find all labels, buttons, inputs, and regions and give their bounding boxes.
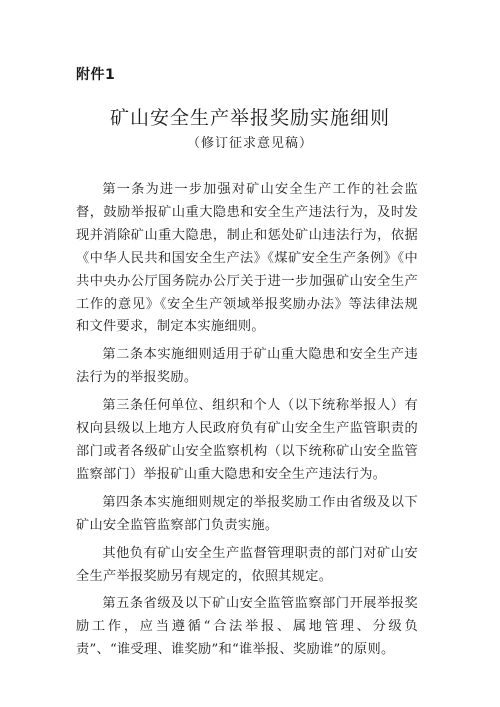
article-4-supplement-paragraph: 其他负有矿山安全生产监督管理职责的部门对矿山安全生产举报奖励另有规定的，依照其规定。 xyxy=(76,545,418,584)
article-2-paragraph: 第二条本实施细则适用于矿山重大隐患和安全生产违法行为的举报奖励。 xyxy=(76,347,418,386)
article-1-paragraph: 第一条为进一步加强对矿山安全生产工作的社会监督，鼓励举报矿山重大隐患和安全生产违法行为，及时发现并消除矿山重大隐患，制止和惩处矿山违法行为，依据《中华人民共和国安全生产法》《煤矿安全生产条例》《中共中央办公厅国务院办公厅关于进一步加强矿山安全生产工作的意见》《安全生产领域举报奖励办法》等法律法规和文件要求，制定本实施细则。 xyxy=(76,182,418,335)
attachment-label: 附件1 xyxy=(76,67,116,83)
document-title: 矿山安全生产举报奖励实施细则 xyxy=(109,107,390,129)
article-4-paragraph: 第四条本实施细则规定的举报奖励工作由省级及以下矿山安全监管监察部门负责实施。 xyxy=(76,494,418,533)
document-subtitle: （修订征求意见稿） xyxy=(186,136,313,151)
article-5-paragraph: 第五条省级及以下矿山安全监管监察部门开展举报奖励工作，应当遵循“合法举报、属地管理、分级负责”、“谁受理、谁奖励”和“谁举报、奖励谁”的原则。 xyxy=(76,596,418,658)
article-3-paragraph: 第三条任何单位、组织和个人（以下统称举报人）有权向县级以上地方人民政府负有矿山安全生产监管职责的部门或者各级矿山安全监察机构（以下统称矿山安全监管监察部门）举报矿山重大隐患和安全生产违法行为。 xyxy=(76,398,418,482)
document-body xyxy=(76,179,418,667)
